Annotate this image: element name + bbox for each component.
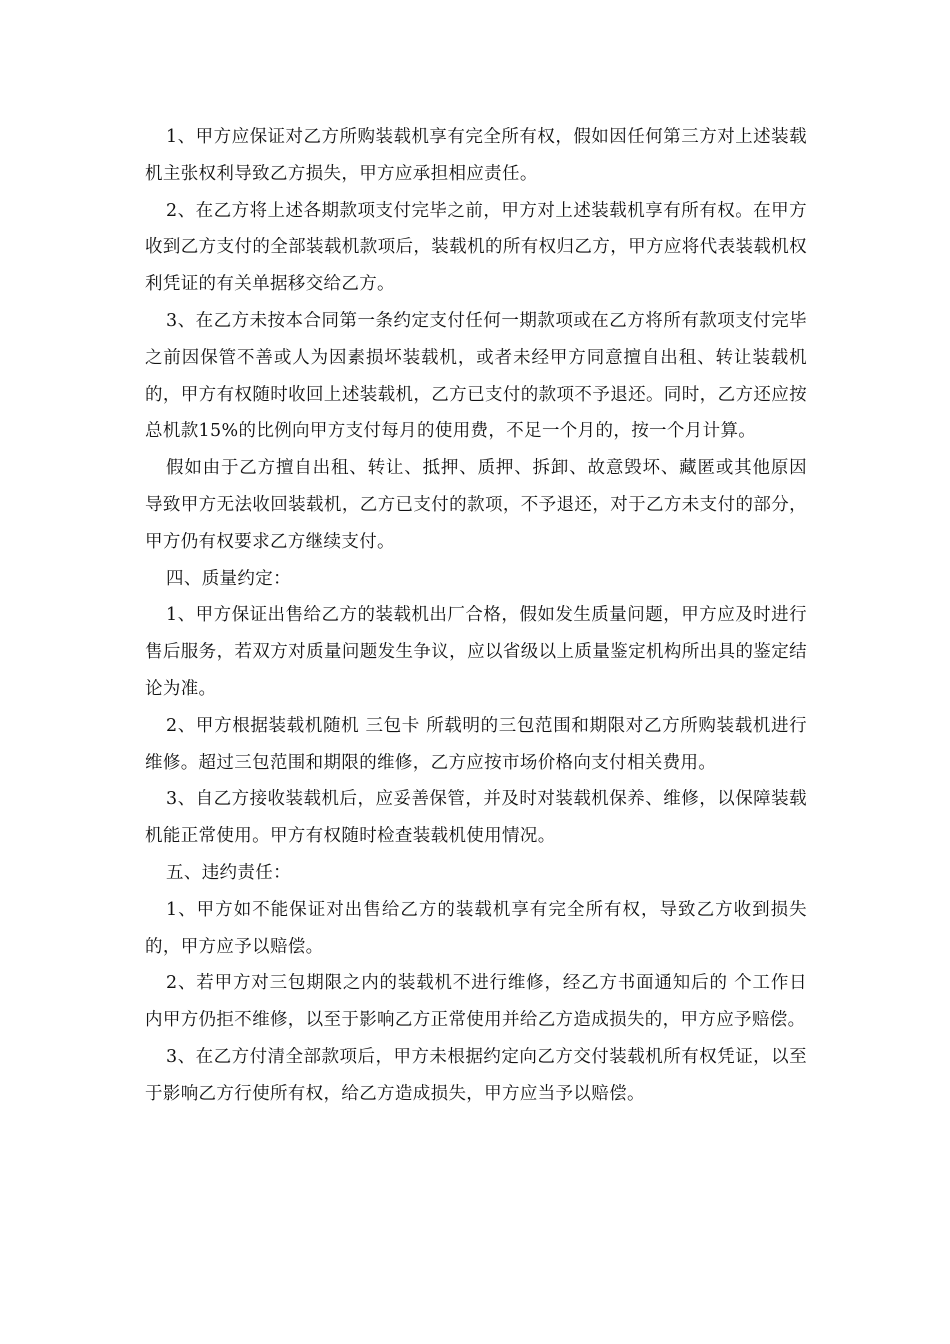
paragraph-liability-ownership: 1、甲方如不能保证对出售给乙方的装载机享有完全所有权，导致乙方收到损失的，甲方应予以赔偿。: [145, 899, 807, 957]
paragraph-liability-certificate: 3、在乙方付清全部款项后，甲方未根据约定向乙方交付装载机所有权凭证，以至于影响乙方行使所有权，给乙方造成损失，甲方应当予以赔偿。: [145, 1046, 807, 1104]
section-heading-liability: 五、违约责任：: [166, 862, 291, 883]
document-body: [145, 119, 807, 1113]
paragraph-warranty-repair: 2、甲方根据装载机随机 三包卡 所载明的三包范围和期限对乙方所购装载机进行维修。超过三包范围和期限的维修，乙方应按市场价格向支付相关费用。: [145, 715, 807, 773]
paragraph-maintenance: 3、自乙方接收装载机后，应妥善保管，并及时对装载机保养、维修，以保障装载机能正常使用。甲方有权随时检查装载机使用情况。: [145, 789, 807, 847]
paragraph-unrecoverable-machine: 假如由于乙方擅自出租、转让、抵押、质押、拆卸、故意毁坏、藏匿或其他原因导致甲方无法收回装载机，乙方已支付的款项，不予退还，对于乙方未支付的部分，甲方仍有权要求乙方继续支付。: [145, 458, 807, 552]
paragraph-payment-default: 3、在乙方未按本合同第一条约定支付任何一期款项或在乙方将所有款项支付完毕之前因保管不善或人为因素损坏装载机，或者未经甲方同意擅自出租、转让装载机的，甲方有权随时收回上述装载机，乙方已支付的款项不予退还。同时，乙方还应按总机款15%的比例向甲方支付每月的使用费，不足一个月的，按一个月计算。: [145, 310, 807, 442]
paragraph-liability-repair: 2、若甲方对三包期限之内的装载机不进行维修，经乙方书面通知后的 个工作日内甲方仍拒不维修，以至于影响乙方正常使用并给乙方造成损失的，甲方应予赔偿。: [145, 973, 807, 1031]
paragraph-quality-guarantee: 1、甲方保证出售给乙方的装载机出厂合格，假如发生质量问题，甲方应及时进行售后服务，若双方对质量问题发生争议，应以省级以上质量鉴定机构所出具的鉴定结论为准。: [145, 605, 807, 699]
paragraph-ownership-transfer: 2、在乙方将上述各期款项支付完毕之前，甲方对上述装载机享有所有权。在甲方收到乙方支付的全部装载机款项后，装载机的所有权归乙方，甲方应将代表装载机权利凭证的有关单据移交给乙方。: [145, 200, 807, 295]
section-heading-quality: 四、质量约定：: [166, 568, 291, 589]
paragraph-ownership-guarantee: 1、甲方应保证对乙方所购装载机享有完全所有权，假如因任何第三方对上述装载机主张权利导致乙方损失，甲方应承担相应责任。: [145, 127, 807, 184]
